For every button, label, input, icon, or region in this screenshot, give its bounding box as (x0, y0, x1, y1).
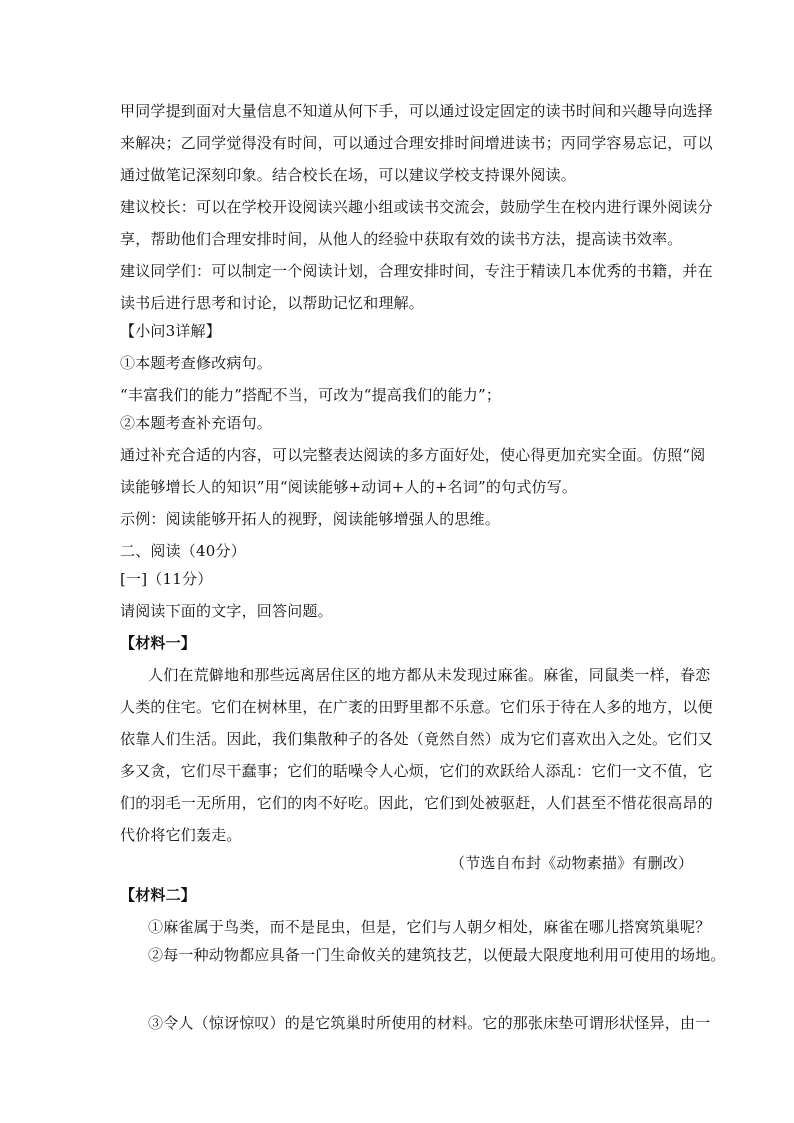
material-one-line-3: 依靠人们生活。因此，我们集散种子的各处（竟然自然）成为它们喜欢出入之处。它们又 (120, 730, 713, 748)
material-two-line-1: ①麻雀属于鸟类，而不是昆虫，但是，它们与人朝夕相处，麻雀在哪儿搭窝筑巢呢？ (148, 918, 711, 936)
material-one-line-2: 人类的住宅。它们在树林里，在广袤的田野里都不乐意。它们乐于待在人多的地方，以便 (120, 698, 713, 716)
text-line-14: 示例：阅读能够开拓人的视野，阅读能够增强人的思维。 (120, 510, 501, 528)
text-line-9: ①本题考查修改病句。 (120, 354, 273, 372)
instruction-line: 请阅读下面的文字，回答问题。 (120, 602, 333, 620)
material-one-source: （节选自布封《动物素描》有删改） (450, 854, 694, 872)
material-one-line-1: 人们在荒僻地和那些远离居住区的地方都从未发现过麻雀。麻雀，同鼠类一样，眷恋 (148, 666, 711, 684)
text-line-5: 享，帮助他们合理安排时间，从他人的经验中获取有效的读书方法，提高读书效率。 (120, 230, 683, 248)
section-heading-q3: 【小问3详解】 (120, 322, 221, 340)
text-line-10: “丰富我们的能力”搭配不当，可改为“提高我们的能力”； (120, 386, 502, 404)
text-line-13: 读能够增长人的知识”用“阅读能够+动词+人的+名词”的句式仿写。 (120, 478, 578, 496)
material-two-line-3: ③令人（惊讶惊叹）的是它筑巢时所使用的材料。它的那张床垫可谓形状怪异，由一 (148, 1014, 711, 1032)
text-line-3: 通过做笔记深刻印象。结合校长在场，可以建议学校支持课外阅读。 (120, 166, 577, 184)
material-two-heading: 【材料二】 (120, 886, 197, 904)
text-line-4: 建议校长：可以在学校开设阅读兴趣小组或读书交流会，鼓励学生在校内进行课外阅读分 (120, 198, 713, 216)
material-one-line-5: 们的羽毛一无所用，它们的肉不好吃。因此，它们到处被驱赶，人们甚至不惜花很高昂的 (120, 794, 713, 812)
material-one-line-4: 多又贪，它们尽干蠢事；它们的聒噪令人心烦，它们的欢跃给人添乱：它们一文不值，它 (120, 762, 713, 780)
section-heading-reading: 二、阅读（40分） (120, 542, 246, 560)
material-one-line-6: 代价将它们轰走。 (120, 826, 242, 844)
text-line-12: 通过补充合适的内容，可以完整表达阅读的多方面好处，使心得更加充实全面。仿照“阅 (120, 446, 706, 464)
text-line-1: 甲同学提到面对大量信息不知道从何下手，可以通过设定固定的读书时间和兴趣导向选择 (120, 102, 713, 120)
material-two-line-2: ②每一种动物都应具备一门生命攸关的建筑技艺，以便最大限度地利用可使用的场地。 (148, 946, 726, 964)
material-one-heading: 【材料一】 (120, 634, 197, 652)
text-line-11: ②本题考查补充语句。 (120, 414, 273, 432)
text-line-7: 读书后进行思考和讨论，以帮助记忆和理解。 (120, 294, 425, 312)
section-heading-part-one: [一]（11分） (120, 570, 213, 588)
text-line-2: 来解决；乙同学觉得没有时间，可以通过合理安排时间增进读书；丙同学容易忘记，可以 (120, 134, 713, 152)
text-line-6: 建议同学们：可以制定一个阅读计划，合理安排时间，专注于精读几本优秀的书籍，并在 (120, 262, 713, 280)
